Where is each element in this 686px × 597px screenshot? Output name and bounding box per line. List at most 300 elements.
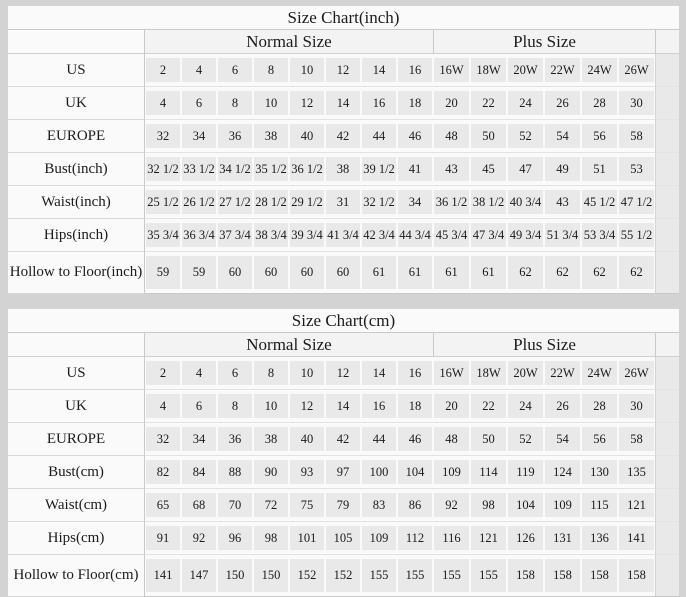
size-cell: [618, 186, 655, 219]
size-value: 44 3/4: [398, 223, 432, 247]
size-cell: [217, 87, 253, 120]
size-cell: [181, 87, 217, 120]
size-cell: [145, 54, 181, 87]
size-value: 6: [182, 91, 216, 115]
size-value: 4: [182, 58, 216, 82]
size-cell: [181, 456, 217, 489]
size-value: 60: [254, 256, 288, 289]
size-value: 49 3/4: [508, 223, 543, 247]
size-cell: [217, 423, 253, 456]
size-value: 60: [290, 256, 324, 289]
size-value: 91: [146, 526, 180, 550]
column-group-header: Plus Size: [433, 30, 655, 54]
size-cell: [181, 423, 217, 456]
size-value: 41: [398, 157, 432, 181]
size-cell: [470, 489, 507, 522]
size-value: 45 3/4: [434, 223, 469, 247]
size-cell: [618, 120, 655, 153]
size-value: 38: [254, 124, 288, 148]
size-cell: [217, 555, 253, 597]
size-value: 12: [326, 361, 360, 385]
size-value: 52: [508, 427, 543, 451]
size-cell: [253, 456, 289, 489]
size-cell: [289, 219, 325, 252]
size-value: 152: [326, 559, 360, 592]
size-value: 158: [619, 559, 654, 592]
size-value: 84: [182, 460, 216, 484]
size-value: 10: [254, 91, 288, 115]
size-cell: [397, 54, 433, 87]
size-cell: [397, 219, 433, 252]
size-cell: [397, 357, 433, 390]
size-value: 35 3/4: [146, 223, 180, 247]
size-cell: [145, 87, 181, 120]
size-value: 33 1/2: [182, 157, 216, 181]
size-value: 47: [508, 157, 543, 181]
size-value: 29 1/2: [290, 190, 324, 214]
size-value: 6: [218, 361, 252, 385]
size-value: 62: [619, 256, 654, 289]
size-cell: [217, 357, 253, 390]
size-value: 38 3/4: [254, 223, 288, 247]
size-cell: [470, 522, 507, 555]
size-value: 18W: [471, 361, 506, 385]
size-cell: [217, 153, 253, 186]
size-cell: [397, 390, 433, 423]
size-value: 155: [398, 559, 432, 592]
size-value: 36: [218, 427, 252, 451]
size-cell: [289, 456, 325, 489]
size-value: 22W: [545, 361, 580, 385]
size-cell: [289, 390, 325, 423]
size-cell: [544, 219, 581, 252]
size-value: 34: [182, 427, 216, 451]
size-cell: [181, 522, 217, 555]
size-value: 10: [290, 361, 324, 385]
size-cell: [289, 489, 325, 522]
size-value: 61: [362, 256, 396, 289]
size-cell: [470, 219, 507, 252]
size-cell: [181, 219, 217, 252]
size-cell: [507, 54, 544, 87]
size-value: 2: [146, 361, 180, 385]
size-value: 126: [508, 526, 543, 550]
size-value: 61: [434, 256, 469, 289]
size-value: 18W: [471, 58, 506, 82]
size-cell: [397, 456, 433, 489]
size-value: 124: [545, 460, 580, 484]
size-cell: [507, 120, 544, 153]
row-label: Hips(cm): [8, 522, 145, 555]
spacer-cell: [655, 357, 679, 390]
size-value: 32 1/2: [362, 190, 396, 214]
size-value: 20: [434, 394, 469, 418]
size-cell: [544, 153, 581, 186]
size-value: 24: [508, 394, 543, 418]
size-value: 20: [434, 91, 469, 115]
table-title: Size Chart(cm): [8, 309, 679, 333]
size-value: 43: [545, 190, 580, 214]
size-value: 135: [619, 460, 654, 484]
size-cell: [181, 555, 217, 597]
size-cell: [581, 252, 618, 294]
size-value: 26 1/2: [182, 190, 216, 214]
size-cell: [618, 219, 655, 252]
size-value: 22W: [545, 58, 580, 82]
size-value: 24: [508, 91, 543, 115]
size-value: 155: [434, 559, 469, 592]
size-cell: [581, 219, 618, 252]
size-value: 158: [582, 559, 617, 592]
size-value: 90: [254, 460, 288, 484]
size-cell: [217, 456, 253, 489]
size-value: 100: [362, 460, 396, 484]
size-cell: [253, 423, 289, 456]
size-cell: [325, 54, 361, 87]
size-cell: [470, 555, 507, 597]
size-cell: [433, 390, 470, 423]
size-value: 158: [545, 559, 580, 592]
size-cell: [253, 186, 289, 219]
size-cell: [397, 522, 433, 555]
size-value: 88: [218, 460, 252, 484]
size-value: 50: [471, 124, 506, 148]
size-cell: [181, 357, 217, 390]
size-value: 75: [290, 493, 324, 517]
size-cell: [145, 120, 181, 153]
size-value: 96: [218, 526, 252, 550]
size-value: 147: [182, 559, 216, 592]
size-cell: [433, 522, 470, 555]
size-value: 38: [326, 157, 360, 181]
size-cell: [581, 87, 618, 120]
row-label: US: [8, 54, 145, 87]
size-value: 82: [146, 460, 180, 484]
size-chart-cm-table: [8, 309, 679, 597]
size-value: 56: [582, 124, 617, 148]
size-value: 30: [619, 91, 654, 115]
size-value: 26W: [619, 361, 654, 385]
size-cell: [145, 423, 181, 456]
size-cell: [581, 390, 618, 423]
size-value: 51: [582, 157, 617, 181]
size-cell: [181, 390, 217, 423]
size-cell: [361, 153, 397, 186]
size-cell: [433, 120, 470, 153]
size-value: 55 1/2: [619, 223, 654, 247]
size-cell: [145, 489, 181, 522]
size-value: 40 3/4: [508, 190, 543, 214]
size-value: 12: [290, 394, 324, 418]
size-value: 92: [434, 493, 469, 517]
size-value: 42: [326, 427, 360, 451]
column-group-header: Normal Size: [145, 30, 433, 54]
row-label: UK: [8, 87, 145, 120]
size-cell: [361, 423, 397, 456]
size-value: 34: [398, 190, 432, 214]
size-cell: [544, 357, 581, 390]
size-cell: [361, 555, 397, 597]
row-label: Hollow to Floor(cm): [8, 555, 145, 597]
size-cell: [289, 186, 325, 219]
size-cell: [433, 54, 470, 87]
size-value: 104: [508, 493, 543, 517]
size-cell: [217, 54, 253, 87]
size-cell: [397, 555, 433, 597]
size-cell: [325, 489, 361, 522]
size-cell: [433, 252, 470, 294]
corner-cell: [8, 30, 145, 54]
size-cell: [217, 219, 253, 252]
size-value: 18: [398, 91, 432, 115]
size-cell: [145, 522, 181, 555]
size-cell: [253, 555, 289, 597]
size-cell: [361, 54, 397, 87]
size-cell: [433, 456, 470, 489]
size-cell: [507, 219, 544, 252]
size-cell: [289, 423, 325, 456]
size-value: 70: [218, 493, 252, 517]
size-cell: [397, 252, 433, 294]
size-cell: [581, 357, 618, 390]
size-cell: [433, 423, 470, 456]
spacer-cell: [655, 522, 679, 555]
size-cell: [253, 54, 289, 87]
spacer-cell: [655, 423, 679, 456]
size-value: 35 1/2: [254, 157, 288, 181]
size-value: 54: [545, 427, 580, 451]
size-value: 105: [326, 526, 360, 550]
size-cell: [253, 87, 289, 120]
spacer-cell: [655, 87, 679, 120]
size-cell: [253, 153, 289, 186]
spacer-cell: [655, 555, 679, 597]
size-cell: [181, 153, 217, 186]
size-cell: [544, 54, 581, 87]
size-cell: [181, 252, 217, 294]
size-value: 16W: [434, 361, 469, 385]
size-value: 53 3/4: [582, 223, 617, 247]
size-cell: [325, 357, 361, 390]
spacer-cell: [655, 390, 679, 423]
size-cell: [470, 390, 507, 423]
size-cell: [618, 252, 655, 294]
size-value: 36 1/2: [434, 190, 469, 214]
size-cell: [217, 489, 253, 522]
size-cell: [618, 489, 655, 522]
size-cell: [397, 153, 433, 186]
spacer-cell: [655, 54, 679, 87]
size-cell: [361, 87, 397, 120]
spacer-cell: [655, 333, 679, 357]
size-value: 39 1/2: [362, 157, 396, 181]
size-cell: [581, 423, 618, 456]
size-cell: [397, 489, 433, 522]
size-value: 26: [545, 394, 580, 418]
size-value: 45 1/2: [582, 190, 617, 214]
size-cell: [544, 522, 581, 555]
size-value: 14: [362, 361, 396, 385]
size-value: 28: [582, 91, 617, 115]
size-cell: [361, 390, 397, 423]
size-cell: [470, 252, 507, 294]
size-cell: [507, 186, 544, 219]
size-cell: [145, 252, 181, 294]
size-value: 109: [362, 526, 396, 550]
size-cell: [289, 555, 325, 597]
size-value: 158: [508, 559, 543, 592]
size-value: 48: [434, 124, 469, 148]
size-cell: [361, 252, 397, 294]
size-cell: [618, 522, 655, 555]
size-value: 6: [218, 58, 252, 82]
size-value: 34 1/2: [218, 157, 252, 181]
size-value: 45: [471, 157, 506, 181]
size-cell: [397, 120, 433, 153]
size-cell: [581, 186, 618, 219]
size-value: 16: [362, 91, 396, 115]
size-value: 28: [582, 394, 617, 418]
spacer-cell: [655, 252, 679, 294]
size-cell: [397, 186, 433, 219]
size-value: 93: [290, 460, 324, 484]
size-cell: [325, 186, 361, 219]
size-value: 53: [619, 157, 654, 181]
size-value: 56: [582, 427, 617, 451]
size-value: 121: [471, 526, 506, 550]
size-value: 136: [582, 526, 617, 550]
size-value: 58: [619, 427, 654, 451]
size-cell: [544, 390, 581, 423]
size-cell: [544, 489, 581, 522]
size-cell: [544, 120, 581, 153]
size-cell: [217, 390, 253, 423]
size-cell: [289, 120, 325, 153]
size-value: 38 1/2: [471, 190, 506, 214]
size-value: 58: [619, 124, 654, 148]
size-value: 119: [508, 460, 543, 484]
size-cell: [544, 555, 581, 597]
size-cell: [618, 390, 655, 423]
size-cell: [325, 555, 361, 597]
size-cell: [145, 219, 181, 252]
spacer-cell: [655, 30, 679, 54]
size-value: 12: [326, 58, 360, 82]
size-value: 44: [362, 427, 396, 451]
size-cell: [433, 489, 470, 522]
size-value: 52: [508, 124, 543, 148]
size-cell: [289, 522, 325, 555]
size-value: 16W: [434, 58, 469, 82]
size-value: 141: [619, 526, 654, 550]
size-cell: [433, 555, 470, 597]
size-value: 2: [146, 58, 180, 82]
size-cell: [397, 423, 433, 456]
size-value: 121: [619, 493, 654, 517]
size-cell: [618, 456, 655, 489]
size-value: 14: [326, 394, 360, 418]
size-value: 42: [326, 124, 360, 148]
size-value: 98: [254, 526, 288, 550]
size-value: 98: [471, 493, 506, 517]
size-value: 47 1/2: [619, 190, 654, 214]
size-cell: [325, 390, 361, 423]
row-label: Bust(inch): [8, 153, 145, 186]
size-value: 38: [254, 427, 288, 451]
size-value: 109: [434, 460, 469, 484]
size-cell: [581, 522, 618, 555]
size-value: 114: [471, 460, 506, 484]
size-value: 16: [362, 394, 396, 418]
size-cell: [253, 120, 289, 153]
size-cell: [397, 87, 433, 120]
size-cell: [433, 357, 470, 390]
size-value: 150: [218, 559, 252, 592]
size-cell: [507, 423, 544, 456]
size-cell: [618, 87, 655, 120]
size-value: 26: [545, 91, 580, 115]
size-value: 152: [290, 559, 324, 592]
size-value: 32: [146, 427, 180, 451]
size-value: 131: [545, 526, 580, 550]
row-label: Bust(cm): [8, 456, 145, 489]
size-cell: [145, 153, 181, 186]
size-cell: [217, 252, 253, 294]
size-cell: [433, 153, 470, 186]
size-cell: [253, 357, 289, 390]
size-chart-inch-table: [8, 6, 679, 294]
size-value: 83: [362, 493, 396, 517]
size-value: 10: [254, 394, 288, 418]
size-value: 62: [545, 256, 580, 289]
size-value: 97: [326, 460, 360, 484]
size-value: 36: [218, 124, 252, 148]
size-value: 30: [619, 394, 654, 418]
size-value: 65: [146, 493, 180, 517]
row-label: Waist(inch): [8, 186, 145, 219]
size-value: 79: [326, 493, 360, 517]
size-cell: [325, 120, 361, 153]
size-cell: [325, 423, 361, 456]
size-cell: [325, 456, 361, 489]
size-value: 22: [471, 91, 506, 115]
size-cell: [618, 357, 655, 390]
size-cell: [581, 54, 618, 87]
size-value: 22: [471, 394, 506, 418]
size-cell: [217, 186, 253, 219]
size-value: 54: [545, 124, 580, 148]
size-value: 86: [398, 493, 432, 517]
size-value: 31: [326, 190, 360, 214]
size-value: 24W: [582, 58, 617, 82]
size-value: 155: [471, 559, 506, 592]
spacer-cell: [655, 489, 679, 522]
size-value: 46: [398, 427, 432, 451]
row-label: Waist(cm): [8, 489, 145, 522]
table-title: Size Chart(inch): [8, 6, 679, 30]
size-value: 51 3/4: [545, 223, 580, 247]
size-value: 36 1/2: [290, 157, 324, 181]
size-cell: [544, 423, 581, 456]
row-label: EUROPE: [8, 120, 145, 153]
size-value: 36 3/4: [182, 223, 216, 247]
size-cell: [253, 489, 289, 522]
size-value: 59: [146, 256, 180, 289]
size-value: 47 3/4: [471, 223, 506, 247]
size-cell: [581, 456, 618, 489]
size-cell: [433, 186, 470, 219]
row-label: EUROPE: [8, 423, 145, 456]
